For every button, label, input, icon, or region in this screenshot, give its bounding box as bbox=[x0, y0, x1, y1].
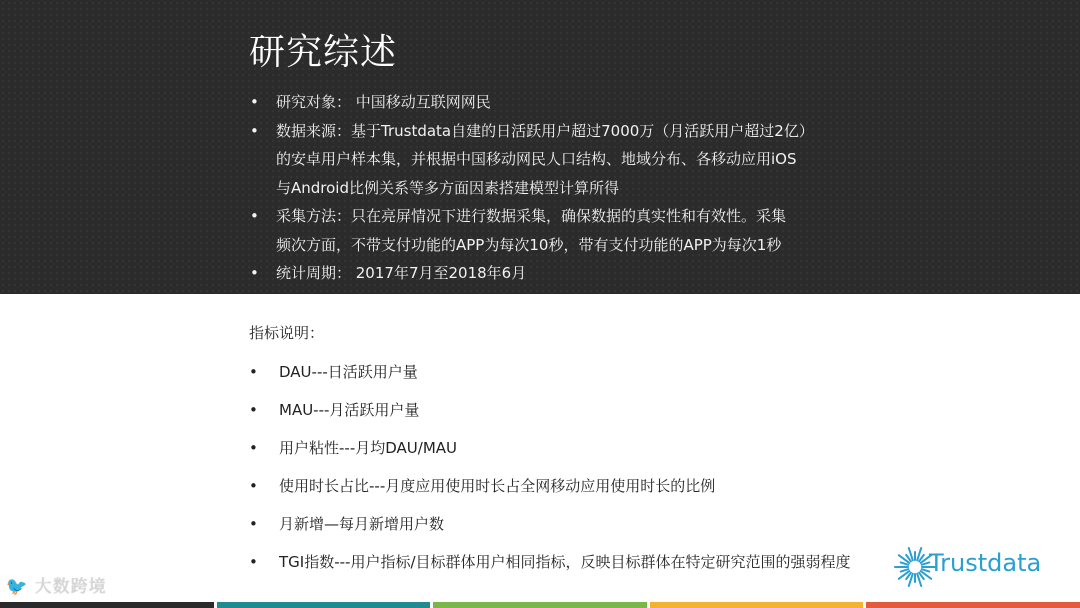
logo-text: Trustdata bbox=[929, 549, 1042, 577]
overview-line: 统计周期： 2017年7月至2018年6月 bbox=[276, 264, 527, 282]
overview-line: 频次方面，不带支付功能的APP为每次10秒，带有支付功能的APP为每次1秒 bbox=[276, 235, 782, 254]
metrics-title: 指标说明： bbox=[249, 324, 325, 342]
bottom-color-bar bbox=[0, 602, 1080, 608]
metric-item bbox=[249, 473, 949, 511]
metric-item bbox=[249, 397, 949, 435]
overview-list bbox=[250, 88, 870, 288]
metric-item bbox=[249, 435, 949, 473]
overview-line: 研究对象： 中国移动互联网网民 bbox=[276, 93, 491, 111]
page-title: 研究综述 bbox=[249, 32, 398, 73]
color-segment bbox=[650, 602, 864, 608]
color-segment bbox=[217, 602, 431, 608]
watermark-text: 大数跨境 bbox=[34, 577, 107, 597]
logo-ray bbox=[901, 562, 909, 564]
bullet-icon: • bbox=[249, 553, 258, 571]
bullet-icon: • bbox=[250, 264, 259, 282]
metric-text: TGI指数---用户指标/目标群体用户相同指标，反映目标群体在特定研究范围的强弱程度 bbox=[279, 553, 851, 571]
overview-item bbox=[250, 259, 870, 288]
watermark bbox=[6, 572, 107, 597]
color-segment bbox=[866, 602, 1080, 608]
overview-line: 数据来源：基于Trustdata自建的日活跃用户超过7000万（月活跃用户超过2亿） bbox=[276, 121, 814, 140]
bullet-icon: • bbox=[250, 93, 259, 111]
bullet-icon: • bbox=[249, 515, 258, 533]
metric-item bbox=[249, 549, 949, 587]
metrics-list bbox=[249, 359, 949, 587]
bullet-icon: • bbox=[249, 401, 258, 419]
metric-text: 用户粘性---月均DAU/MAU bbox=[279, 439, 458, 457]
trustdata-logo bbox=[893, 537, 1068, 597]
metric-text: 月新增—每月新增用户数 bbox=[279, 515, 445, 533]
overview-line: 采集方法：只在亮屏情况下进行数据采集，确保数据的真实性和有效性。采集 bbox=[276, 207, 787, 225]
metric-text: 使用时长占比---月度应用使用时长占全网移动应用使用时长的比例 bbox=[279, 477, 716, 495]
bird-icon: 🐦 bbox=[6, 577, 29, 597]
metric-item bbox=[249, 359, 949, 397]
metric-item bbox=[249, 511, 949, 549]
overview-item bbox=[250, 202, 870, 259]
color-segment bbox=[0, 602, 214, 608]
metric-text: MAU---月活跃用户量 bbox=[279, 401, 420, 419]
header-panel bbox=[0, 0, 1080, 294]
bullet-icon: • bbox=[250, 207, 259, 225]
bullet-icon: • bbox=[250, 121, 259, 140]
bullet-icon: • bbox=[249, 439, 258, 457]
color-segment bbox=[433, 602, 647, 608]
bullet-icon: • bbox=[249, 363, 258, 381]
overview-line: 与Android比例关系等多方面因素搭建模型计算所得 bbox=[276, 178, 619, 197]
metric-text: DAU---日活跃用户量 bbox=[279, 363, 418, 381]
overview-item bbox=[250, 88, 870, 117]
bullet-icon: • bbox=[249, 477, 258, 495]
overview-line: 的安卓用户样本集，并根据中国移动网民人口结构、地域分布、各移动应用iOS bbox=[276, 150, 797, 168]
logo-ray bbox=[901, 569, 909, 571]
overview-item bbox=[250, 117, 870, 203]
